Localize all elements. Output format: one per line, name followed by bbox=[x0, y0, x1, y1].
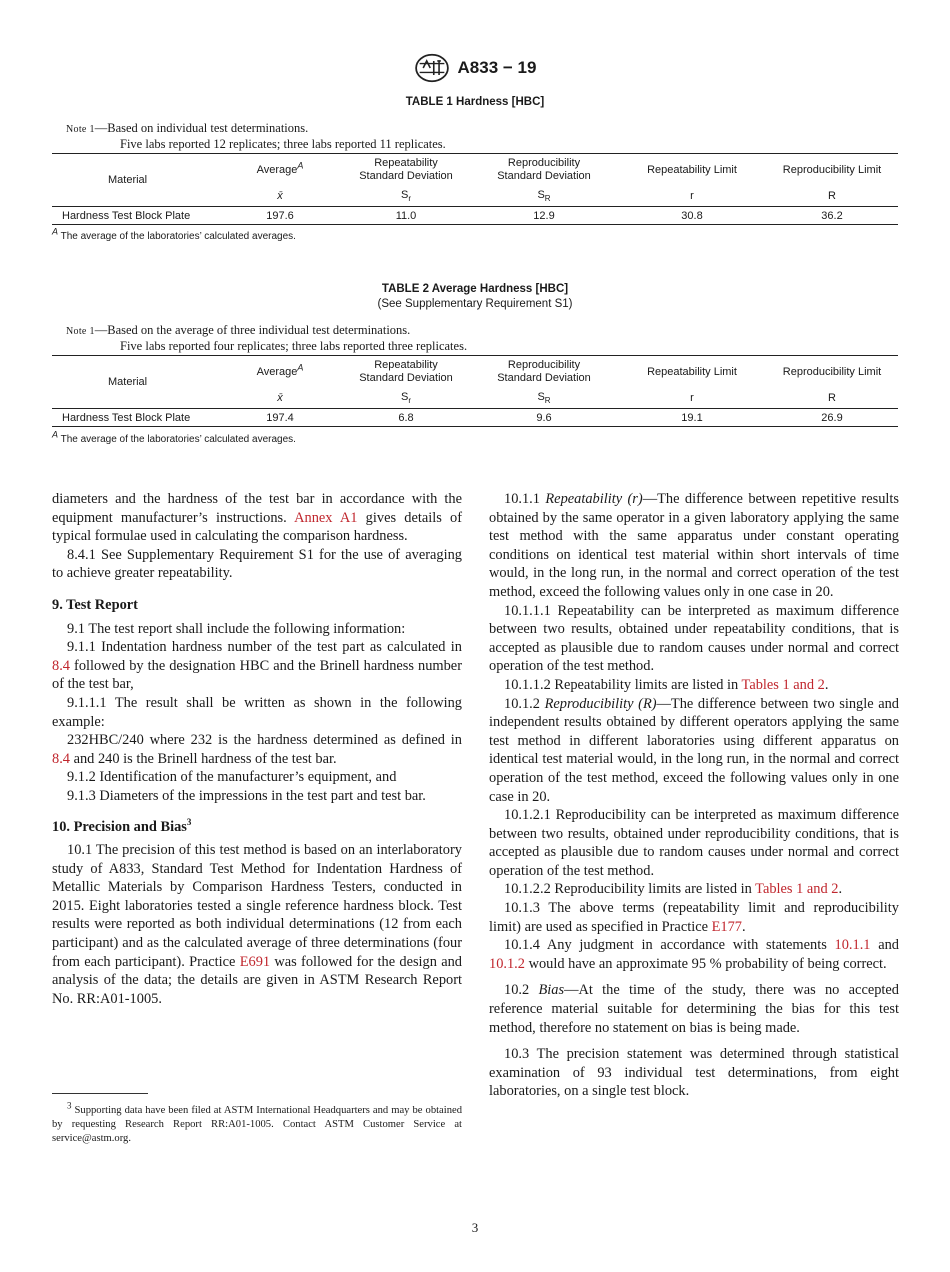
paragraph: 9.1.1 Indentation hardness number of the test part as calculated in 8.4 followed by the designation HBC and the Brinell hardness number of the test bar, bbox=[52, 639, 462, 693]
table2-header-row bbox=[52, 356, 898, 389]
paragraph: 10.1.3 The above terms (repeatability limit and reproducibility limit) are used as specified in Practice E177. bbox=[489, 900, 899, 935]
table2-header-average: Average$^A$ bbox=[218, 356, 342, 389]
paragraph: 10.1.2.1 Reproducibility can be interpreted as maximum difference between two results, obtained under reproducibility conditions, that is accepted as plausible due to random causes under normal and correct operation of the test method. bbox=[489, 807, 899, 879]
table1-header-repeatability-sd: Repeatability Standard Deviation bbox=[342, 154, 470, 187]
footnote: $^3$ Supporting data have been filed at ASTM International Headquarters and may be obtained by requesting Research Report RR:A01-1005. Contact ASTM Customer Service at service@astm.org. bbox=[52, 1100, 462, 1144]
table2-header-reproducibility-sd: Reproducibility Standard Deviation bbox=[470, 356, 618, 389]
paragraph: 9.1.2 Identification of the manufacturer’s equipment, and bbox=[67, 769, 397, 786]
table2-symbol-row: x̄ $S_r$ $S_R$ r R bbox=[277, 390, 836, 406]
annex-a1-link[interactable]: Annex A1 bbox=[294, 509, 358, 526]
paragraph: 10.2 Bias—At the time of the study, there was no accepted reference material suitable for determining the bias for this test method, therefore no statement on bias is being made. bbox=[489, 982, 899, 1036]
paragraph: 232HBC/240 where 232 is the hardness determined as defined in 8.4 and 240 is the Brinell hardness of the test bar. bbox=[52, 732, 462, 767]
table2-header-material: Material bbox=[52, 356, 218, 409]
paragraph: 10.1.1.1 Repeatability can be interpreted as maximum difference between two results, obtained under repeatability conditions, that is accepted as plausible due to random causes under normal and correct operation of the test method. bbox=[489, 602, 899, 675]
right-column bbox=[489, 490, 899, 1101]
table1-header-average: Average$^A$ bbox=[218, 154, 342, 187]
table-row: Hardness Test Block Plate 197.4 6.8 9.6 19.1 26.9 bbox=[52, 409, 898, 427]
paragraph: diameters and the hardness of the test bar in accordance with the equipment manufacturer’s instructions. Annex A1 gives details of typical formulae used in calculating the comparison hardness. bbox=[52, 491, 462, 545]
paragraph: 9.1.3 Diameters of the impressions in the test part and test bar. bbox=[67, 787, 426, 804]
table1-header-row bbox=[52, 154, 898, 187]
table2-header-reproducibility-limit: Reproducibility Limit bbox=[766, 356, 898, 389]
paragraph: 10.1 The precision of this test method is based on an interlaboratory study of A833, Standard Test Method for Indentation Hardness of Metallic Materials by Comparison Hardness Testers, conducted in 2015. Eight laboratories tested a single reference hardness block. Test results were reported as both individual determinations (12 from each participant) and as the calculated average of three determinations (four from each participant). Practice E691 was followed for the design and analysis of the data; the details are given in ASTM Research Report No. RR:A01-1005. bbox=[52, 842, 462, 1007]
section-10-1-2-link[interactable]: 10.1.2 bbox=[489, 955, 525, 972]
paragraph: 8.4.1 See Supplementary Requirement S1 for the use of averaging to achieve greater repeatability. bbox=[52, 546, 462, 582]
table1-header-material: Material bbox=[52, 154, 218, 207]
table1 bbox=[52, 153, 898, 225]
paragraph: 9.1.1.1 The result shall be written as shown in the following example: bbox=[52, 694, 462, 730]
table1-symbol-row: x̄ $S_r$ $S_R$ r R bbox=[277, 188, 836, 204]
paragraph: 10.1.1.2 Repeatability limits are listed in Tables 1 and 2. bbox=[504, 676, 829, 693]
section-10-heading: 10. Precision and Bias$^3$ bbox=[52, 816, 192, 835]
table2 bbox=[52, 355, 898, 427]
table2-header-repeatability-limit: Repeatability Limit bbox=[618, 356, 766, 389]
section-9-heading: 9. Test Report bbox=[52, 596, 138, 613]
table2-note: Note 1—Based on the average of three individual test determinations. Five labs reported four replicates; three labs reported three replicates. bbox=[66, 323, 468, 353]
page-number: 3 bbox=[471, 1220, 479, 1235]
table1-note: Note 1—Based on individual test determinations. Five labs reported 12 replicates; three labs reported 11 replicates. bbox=[66, 121, 446, 151]
table2-caption: TABLE 2 Average Hardness [HBC] (See Supplementary Requirement S1) bbox=[377, 283, 573, 310]
table2-footnote: $^A$ The average of the laboratories’ calculated averages. bbox=[52, 429, 296, 445]
left-column bbox=[52, 490, 462, 1008]
paragraph: 10.1.4 Any judgment in accordance with statements 10.1.1 and 10.1.2 would have an approximate 95 % probability of being correct. bbox=[489, 937, 899, 972]
table1-footnote: $^A$ The average of the laboratories’ calculated averages. bbox=[52, 226, 296, 242]
table1-header-reproducibility-sd: Reproducibility Standard Deviation bbox=[470, 154, 618, 187]
tables-link[interactable]: Tables 1 and 2 bbox=[741, 676, 825, 693]
astm-logo-icon bbox=[414, 53, 450, 83]
tables-link[interactable]: Tables 1 and 2 bbox=[755, 881, 839, 898]
page-header bbox=[0, 53, 950, 87]
table1-caption: TABLE 1 Hardness [HBC] bbox=[405, 96, 545, 108]
paragraph: 10.3 The precision statement was determined through statistical examination of 93 individual test determinations, from eight laboratories, on a single test block. bbox=[489, 1046, 899, 1100]
section-8-4-link[interactable]: 8.4 bbox=[52, 657, 70, 674]
paragraph: 9.1 The test report shall include the following information: bbox=[67, 620, 406, 637]
table1-header-reproducibility-limit: Reproducibility Limit bbox=[766, 154, 898, 187]
table1-header-repeatability-limit: Repeatability Limit bbox=[618, 154, 766, 187]
table-row: Hardness Test Block Plate 197.6 11.0 12.9 30.8 36.2 bbox=[52, 207, 898, 225]
section-10-1-1-link[interactable]: 10.1.1 bbox=[834, 937, 871, 954]
e691-link[interactable]: E691 bbox=[239, 953, 271, 970]
table2-header-repeatability-sd: Repeatability Standard Deviation bbox=[342, 356, 470, 389]
paragraph: 10.1.2 Reproducibility (R)—The difference between two single and independent results obtained by different operators applying the same test method in different laboratories using different apparatus on identical test material would, in the long run, in the normal and correct operation of the test method, exceed the following values only in one case in 20. bbox=[489, 695, 899, 805]
paragraph: 10.1.2.2 Reproducibility limits are listed in Tables 1 and 2. bbox=[504, 881, 843, 898]
paragraph: 10.1.1 Repeatability (r)—The difference between repetitive results obtained by the same operator in a given laboratory applying the same test method with the same apparatus under constant operating conditions on identical test material within short intervals of time would, in the long run, in the normal and correct operation of the test method, exceed the following values only in one case in 20. bbox=[489, 491, 900, 600]
document-designation: A833 − 19 bbox=[457, 58, 537, 77]
e177-link[interactable]: E177 bbox=[711, 918, 742, 935]
footnote-divider bbox=[52, 1093, 148, 1094]
section-8-4-link[interactable]: 8.4 bbox=[52, 750, 70, 767]
